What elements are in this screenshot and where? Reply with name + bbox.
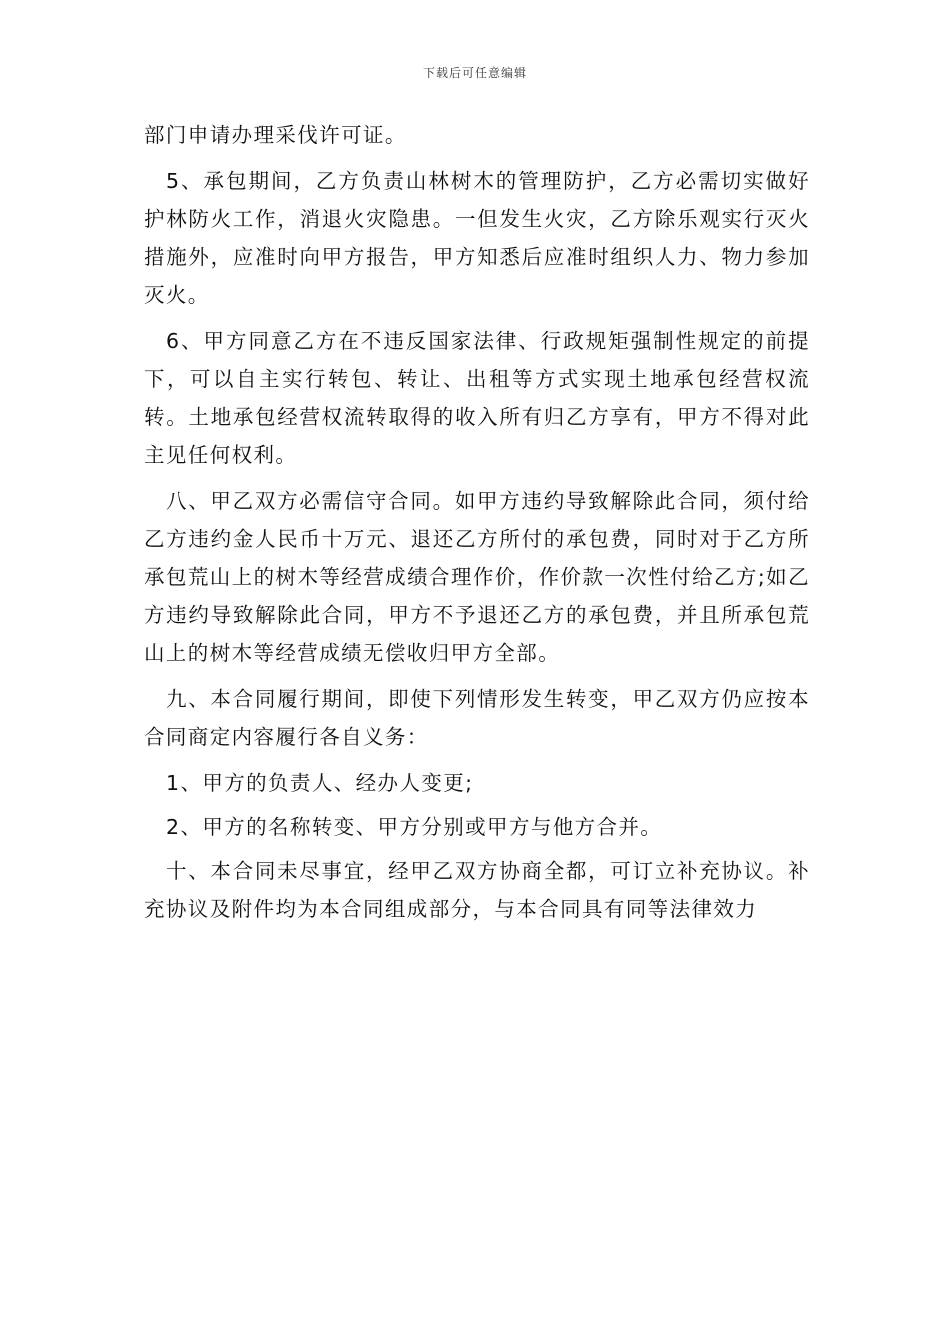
- paragraph-clause-6: 6、甲方同意乙方在不违反国家法律、行政规矩强制性规定的前提下，可以自主实行转包、转让、出租等方式实现土地承包经营权流转。土地承包经营权流转取得的收入所有归乙方享有，甲方不得对此主见任何权利。: [144, 329, 810, 467]
- paragraph-clause-10: 十、本合同未尽事宜，经甲乙双方协商全都，可订立补充协议。补充协议及附件均为本合同组成部分，与本合同具有同等法律效力: [144, 859, 810, 921]
- paragraph-clause-9-item-2: 2、甲方的名称转变、甲方分别或甲方与他方合并。: [166, 815, 663, 839]
- paragraph-clause-9-item-1: 1、甲方的负责人、经办人变更;: [166, 771, 474, 795]
- paragraph-clause-8: 八、甲乙双方必需信守合同。如甲方违约导致解除此合同，须付给乙方违约金人民币十万元、退还乙方所付的承包费，同时对于乙方所承包荒山上的树木等经营成绩合理作价，作价款一次性付给乙方;如乙方违约导致解除此合同，甲方不予退还乙方的承包费，并且所承包荒山上的树木等经营成绩无偿收归甲方全部。: [144, 489, 810, 665]
- paragraph-permit: 部门申请办理采伐许可证。: [144, 123, 407, 147]
- paragraph-clause-5: 5、承包期间，乙方负责山林树木的管理防护，乙方必需切实做好护林防火工作，消退火灾隐患。一但发生火灾，乙方除乐观实行灭火措施外，应准时向甲方报告，甲方知悉后应准时组织人力、物力参加灭火。: [144, 169, 810, 307]
- page-header: 下载后可任意编辑: [422, 66, 527, 80]
- document-body: [144, 116, 810, 936]
- paragraph-clause-9: 九、本合同履行期间，即使下列情形发生转变，甲乙双方仍应按本合同商定内容履行各自义务：: [144, 687, 810, 749]
